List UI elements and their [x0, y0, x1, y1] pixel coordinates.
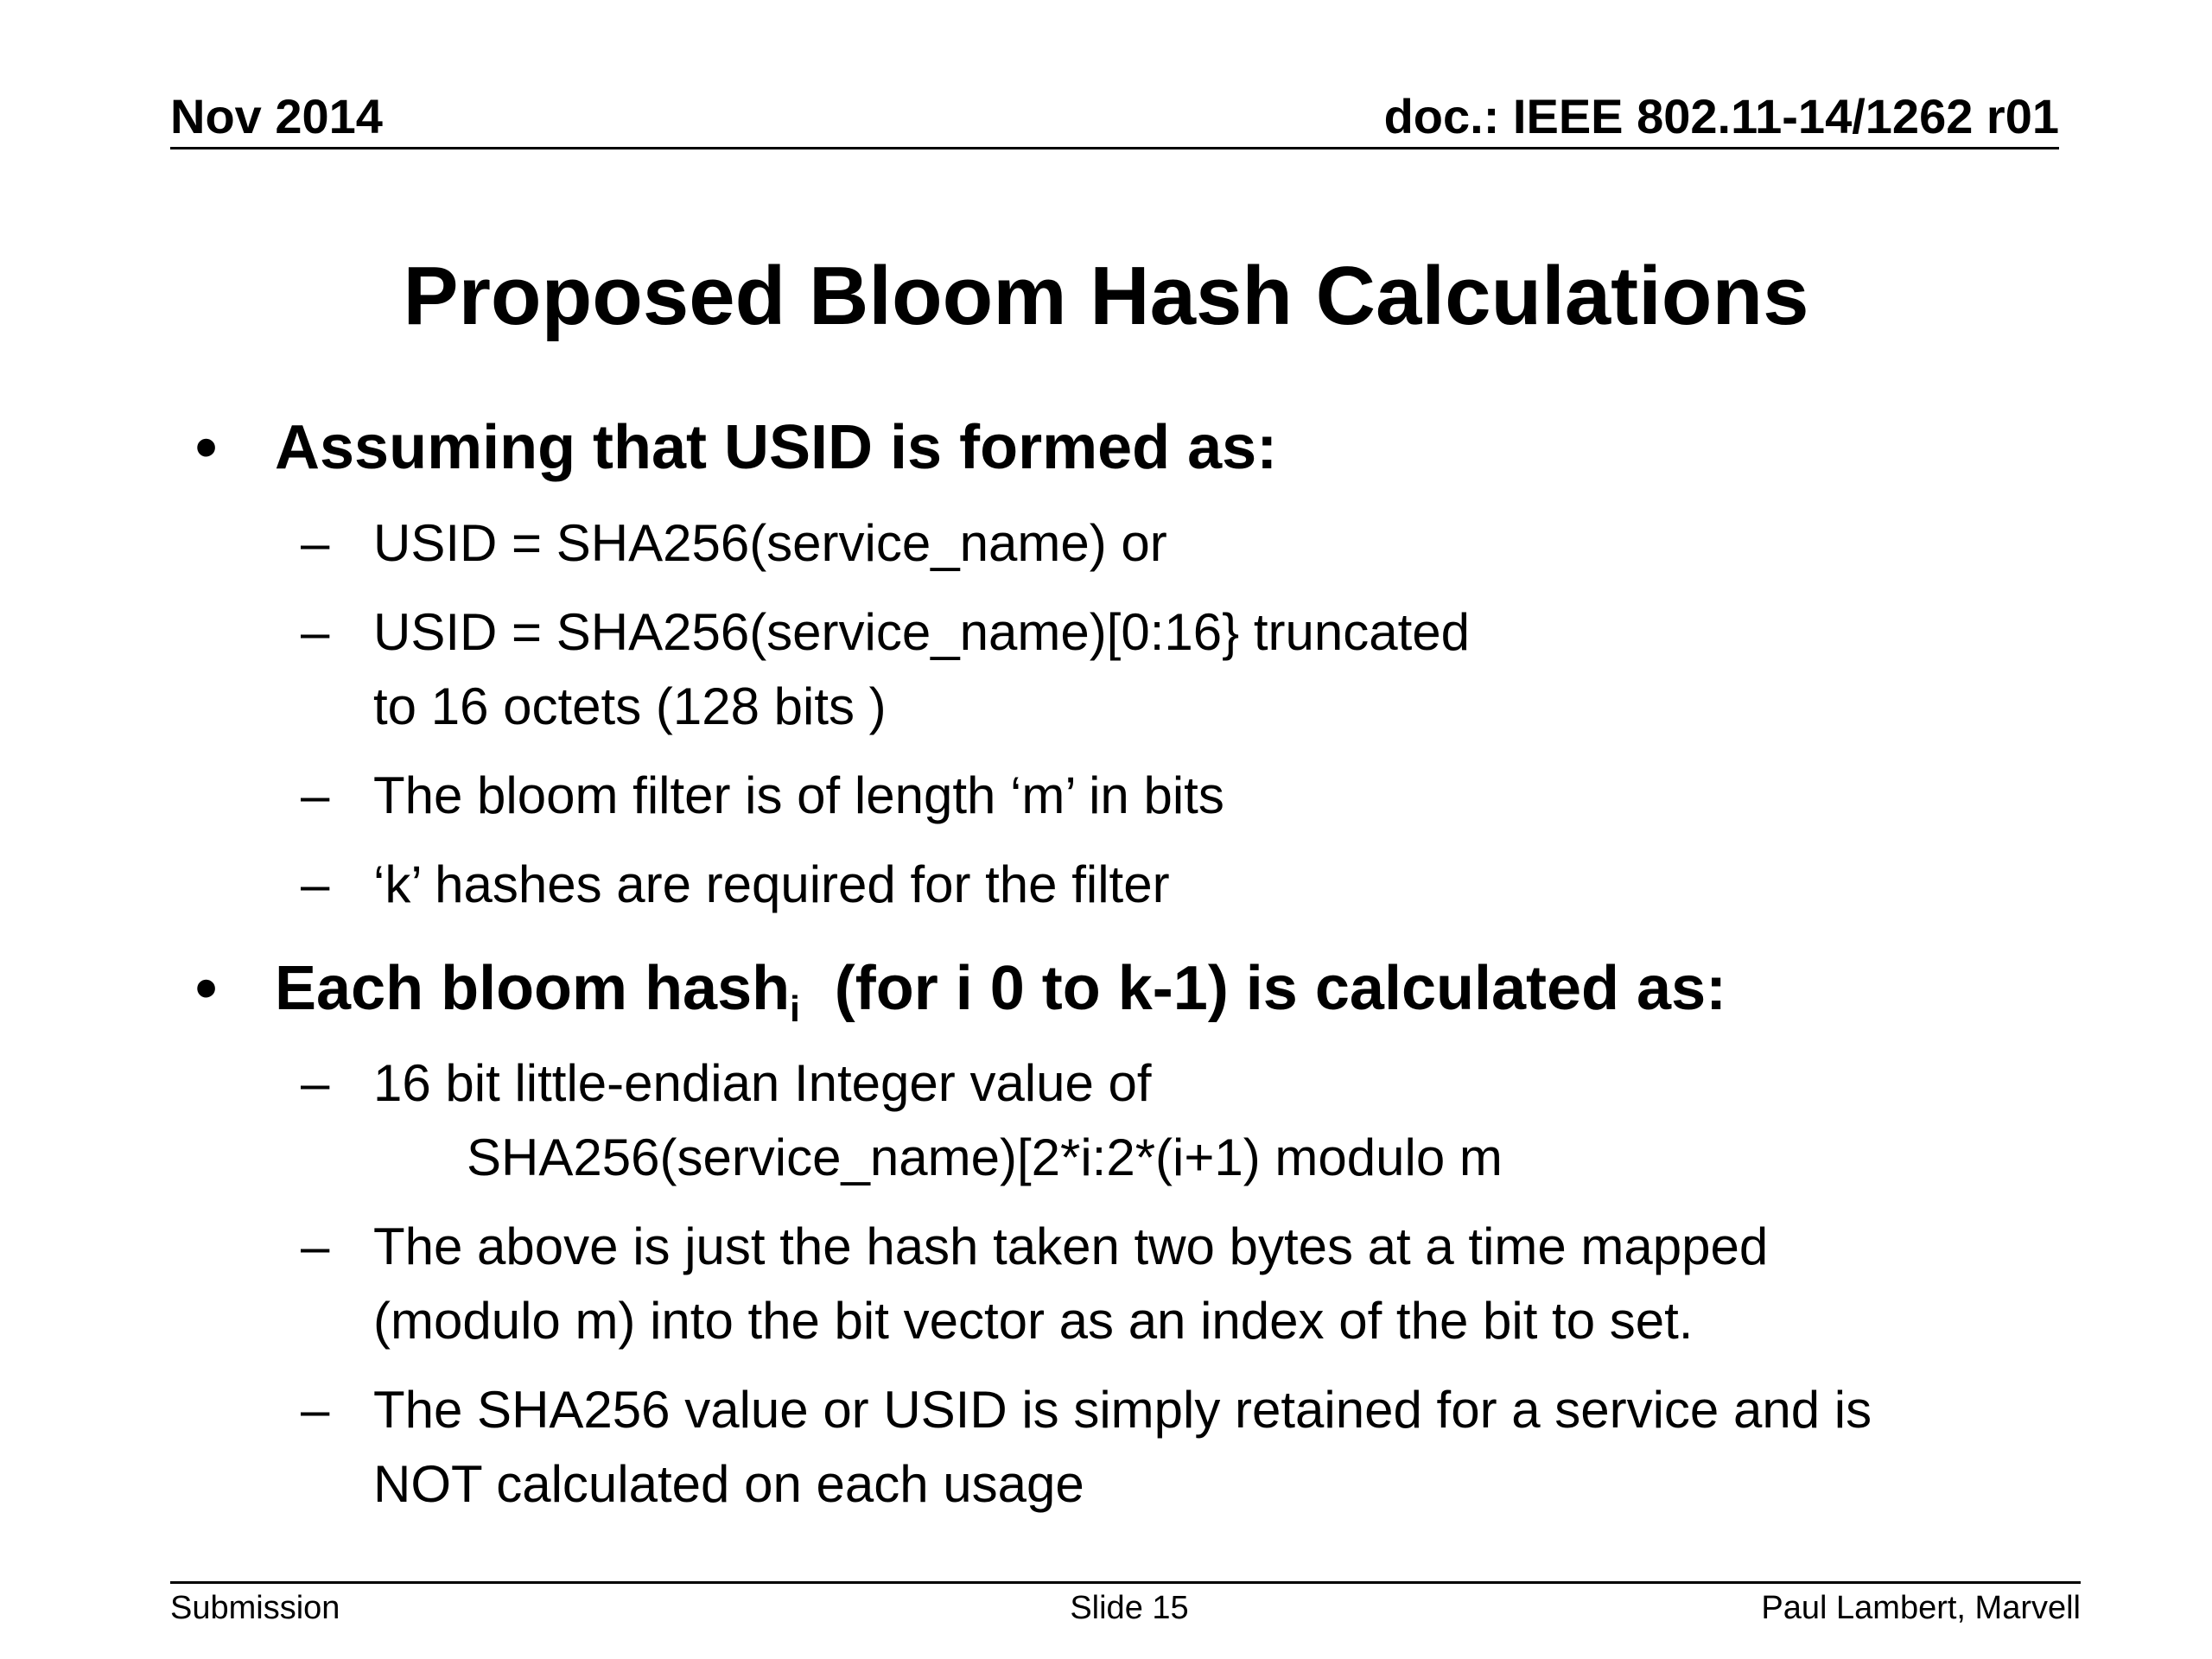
sub-bullet-text: USID = SHA256(service_name) or — [373, 514, 1167, 572]
sub-bullet-text-continuation: to 16 octets (128 bits ) — [373, 677, 887, 735]
header-divider — [170, 147, 2059, 149]
header-date: Nov 2014 — [170, 89, 383, 143]
sub-bullet-marker: – — [301, 1217, 330, 1275]
slide-title: Proposed Bloom Hash Calculations — [403, 250, 1809, 342]
bullet-heading-bloom-hash — [275, 945, 1726, 1032]
sub-bullet-text-continuation: NOT calculated on each usage — [373, 1455, 1084, 1513]
sub-bullet-formula: SHA256(service_name)[2*i:2*(i+1) modulo m — [467, 1128, 1503, 1186]
footer-slide-number: Slide 15 — [1070, 1590, 1189, 1626]
sub-bullet-marker: – — [301, 1381, 330, 1439]
sub-bullet-text: USID = SHA256(service_name)[0:16} truncated — [373, 603, 1470, 661]
footer-divider — [170, 1581, 2081, 1584]
bullet-heading-subscript: i — [790, 988, 800, 1029]
bullet-heading-text: Each bloom hash — [275, 954, 791, 1023]
sub-bullet-text: The SHA256 value or USID is simply retained for a service and is — [373, 1381, 1872, 1439]
footer-submission: Submission — [170, 1590, 340, 1626]
sub-bullet-marker: – — [301, 1054, 330, 1112]
sub-bullet-text: The bloom filter is of length ‘m’ in bits — [373, 766, 1224, 824]
bullet-heading-text-after: (for i 0 to k-1) is calculated as: — [799, 954, 1727, 1023]
sub-bullet-marker: – — [301, 514, 330, 572]
header-document-id: doc.: IEEE 802.11-14/1262 r01 — [1383, 89, 2059, 143]
sub-bullet-marker: – — [301, 603, 330, 661]
footer-author: Paul Lambert, Marvell — [1761, 1590, 2081, 1626]
sub-bullet-text-continuation: (modulo m) into the bit vector as an index of the bit to set. — [373, 1292, 1694, 1350]
sub-bullet-text: 16 bit little-endian Integer value of — [373, 1054, 1152, 1112]
sub-bullet-marker: – — [301, 855, 330, 913]
sub-bullet-marker: – — [301, 766, 330, 824]
bullet-marker: • — [195, 954, 218, 1023]
sub-bullet-text: The above is just the hash taken two bytes at a time mapped — [373, 1217, 1769, 1275]
bullet-heading-usid: Assuming that USID is formed as: — [275, 413, 1278, 482]
bullet-marker: • — [195, 413, 218, 482]
sub-bullet-text: ‘k’ hashes are required for the filter — [373, 855, 1170, 913]
